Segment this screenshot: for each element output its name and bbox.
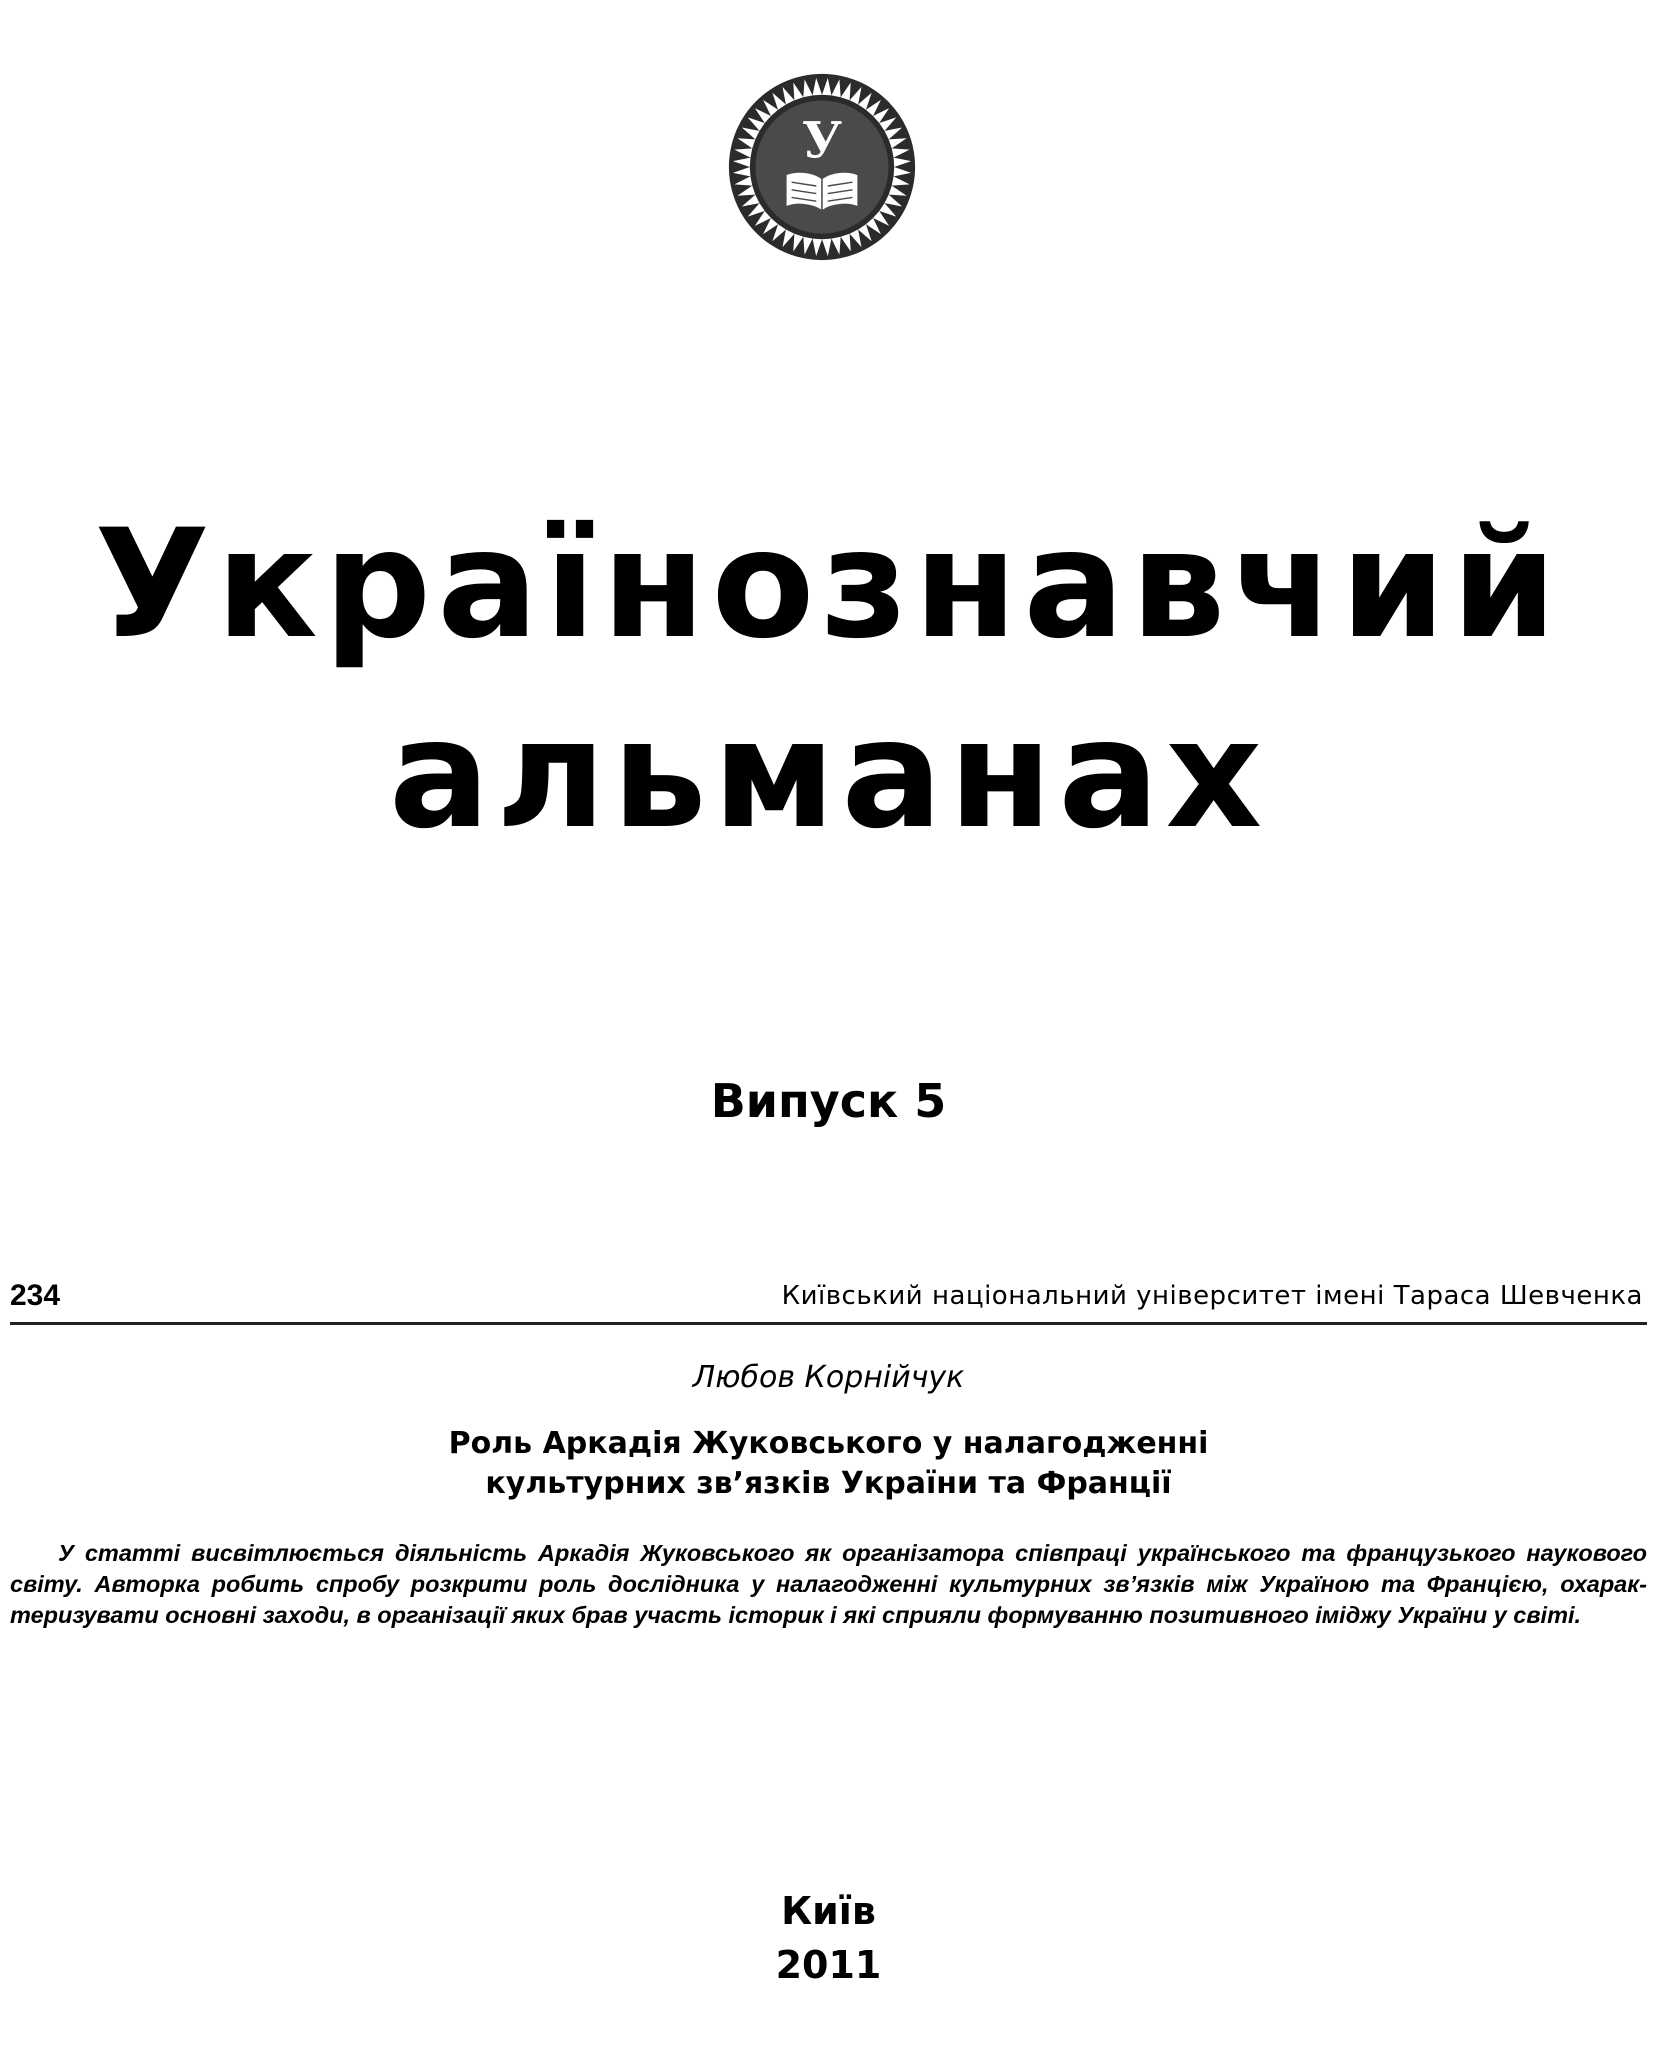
seal-letter: У	[801, 111, 843, 170]
issue-number: Випуск 5	[710, 1074, 947, 1128]
almanac-title-line-1: Українознавчий	[94, 498, 1563, 672]
abstract-line: світу. Авторка робить спробу розкрити роль дослідника у налагодженні культурних зв’язків між Україною та Францією, охарак-	[10, 1571, 1647, 1597]
page-number: 234	[10, 1279, 61, 1312]
running-head-text: Київський національний університет імені Тараса Шевченка	[781, 1281, 1643, 1311]
abstract-line: теризувати основні заходи, в організації яких брав участь історик і які сприяли формуванню позитивного іміджу України у світі.	[10, 1602, 1582, 1628]
abstract-line: У статті висвітлюється діяльність Аркадія Жуковського як організатора співпраці українського та французького наукового	[58, 1540, 1647, 1566]
article-title-line-1: Роль Аркадія Жуковського у налагодженні	[448, 1426, 1209, 1461]
open-book-icon	[786, 172, 858, 211]
running-header	[10, 1276, 1647, 1324]
imprint-year: 2011	[775, 1943, 882, 1987]
university-seal-logo	[727, 72, 917, 262]
article-author: Любов Корнійчук	[692, 1360, 965, 1395]
article-title	[0, 1424, 1657, 1504]
article-abstract	[10, 1538, 1647, 1631]
almanac-title-line-2: альманах	[388, 688, 1269, 862]
header-divider	[10, 1322, 1647, 1325]
imprint-city: Київ	[781, 1889, 876, 1933]
article-title-line-2: культурних зв’язків України та Франції	[485, 1466, 1172, 1501]
